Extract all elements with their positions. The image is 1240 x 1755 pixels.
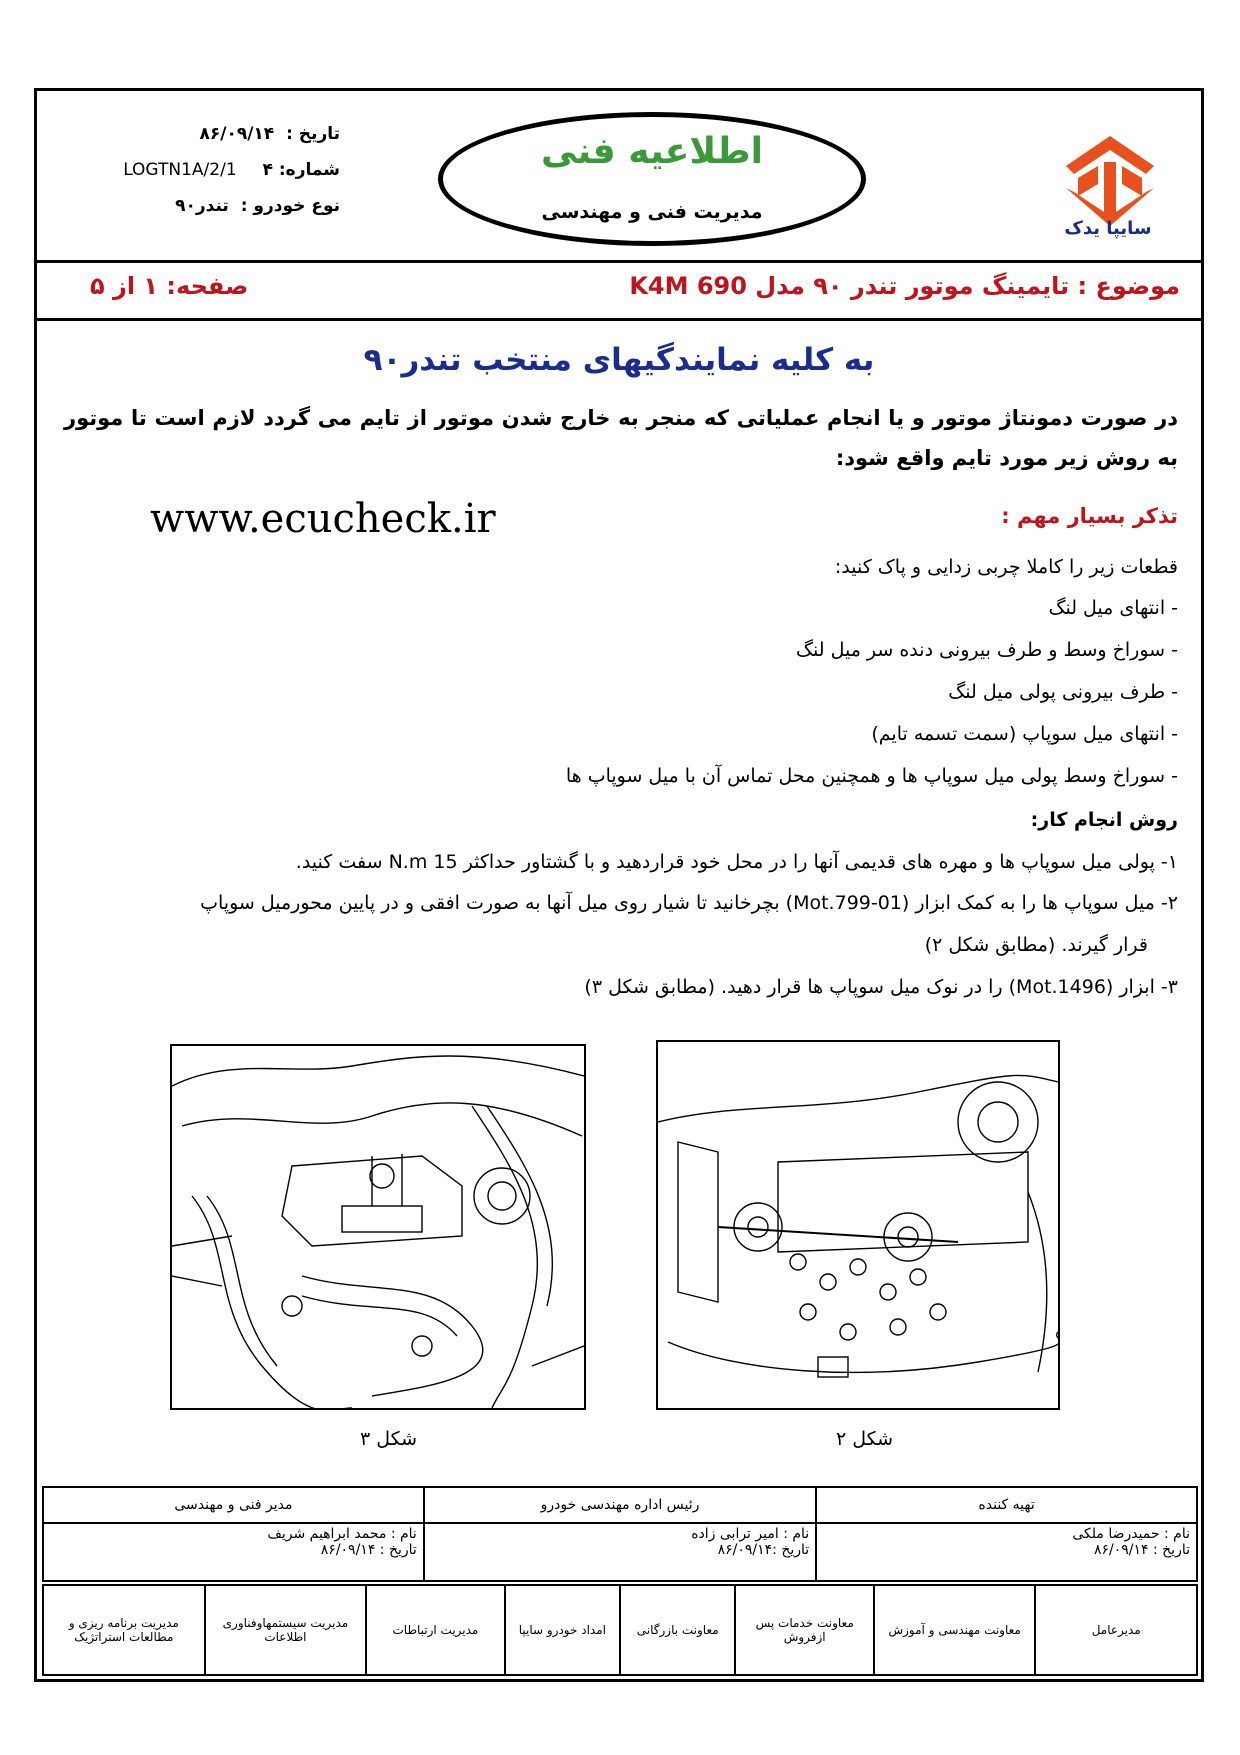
distribution-cell: مدیریت ارتباطات: [366, 1585, 504, 1675]
signature-col-title: رئیس اداره مهندسی خودرو: [424, 1487, 816, 1523]
degrease-item: - طرف بیرونی پولی میل لنگ: [948, 681, 1178, 703]
distribution-cell: مدیریت برنامه ریزی و مطالعات استراتژیک: [43, 1585, 205, 1675]
engine-illustration-3: [172, 1046, 584, 1408]
number-value: LOGTN1A/2/1: [123, 160, 237, 180]
intro-paragraph: در صورت دمونتاژ موتور و یا انجام عملیاتی که منجر به خارج شدن موتور از تایم می گردد لازم است تا موتور به روش زیر مورد تایم واقع شود:: [64, 406, 1178, 470]
vehicle-label: نوع خودرو :: [240, 196, 340, 216]
step-3: ۳- ابزار (Mot.1496) را در نوک میل سوپاپ ها قرار دهید. (مطابق شکل ۳): [584, 976, 1178, 998]
step-2: ۲- میل سوپاپ ها را به کمک ابزار (Mot.799-01) بچرخانید تا شیار روی میل آنها به صورت افقی و در پایین محورمیل سوپاپ: [200, 892, 1178, 914]
signer-date: تاریخ : ۸۶/۰۹/۱۴: [1093, 1542, 1190, 1558]
figure-3-image: [170, 1044, 586, 1410]
signature-col-title: مدیر فنی و مهندسی: [43, 1487, 424, 1523]
degrease-item: - سوراخ وسط و طرف بیرونی دنده سر میل لنگ: [796, 639, 1178, 661]
signer-name: نام : حمیدرضا ملکی: [1072, 1526, 1190, 1542]
logo-text: سایپا یدک: [1064, 218, 1152, 239]
website-watermark: www.ecucheck.ir: [150, 496, 496, 542]
date-field: [60, 124, 340, 144]
signature-cell: [424, 1523, 816, 1581]
signature-col-title: تهیه کننده: [816, 1487, 1197, 1523]
distribution-cell: معاونت خدمات پس ازفروش: [735, 1585, 873, 1675]
degrease-item: - سوراخ وسط پولی میل سوپاپ ها و همچنین محل تماس آن با میل سوپاپ ها: [565, 765, 1178, 787]
engine-illustration-2: [658, 1042, 1058, 1408]
number-label: شماره: ۴: [262, 160, 340, 180]
date-label: تاریخ :: [286, 124, 340, 144]
vehicle-field: [60, 196, 340, 216]
vehicle-value: تندر۹۰: [175, 196, 229, 216]
signer-date: تاریخ : ۸۶/۰۹/۱۴: [320, 1542, 417, 1558]
subject-line: موضوع : تایمینگ موتور تندر ۹۰ مدل K4M 690: [629, 272, 1180, 300]
distribution-cell: امداد خودرو سایپا: [505, 1585, 620, 1675]
distribution-cell: معاونت بازرگانی: [620, 1585, 735, 1675]
distribution-cell: معاونت مهندسی و آموزش: [874, 1585, 1036, 1675]
distribution-cell: مدیرعامل: [1035, 1585, 1197, 1675]
step-1: ۱- پولی میل سوپاپ ها و مهره های قدیمی آنها را در محل خود قراردهید و با گشتاور حداکثر 15 N.m سفت کنید.: [295, 851, 1178, 873]
distribution-cell: مدیریت سیستمهاوفناوری اطلاعات: [205, 1585, 367, 1675]
signatures-table: [42, 1486, 1198, 1582]
degrease-item: - انتهای میل لنگ: [1048, 597, 1178, 619]
figure-2-image: [656, 1040, 1060, 1410]
title-oval: [438, 112, 866, 246]
signature-cell: [816, 1523, 1197, 1581]
signer-date: تاریخ :۸۶/۰۹/۱۴: [717, 1542, 810, 1558]
page-info: صفحه: ۱ از ۵: [90, 272, 249, 300]
signer-name: نام : امیر ترابی زاده: [691, 1526, 810, 1542]
document-title: اطلاعیه فنی: [541, 131, 763, 172]
degrease-intro: قطعات زیر را کاملا چربی زدایی و پاک کنید:: [834, 556, 1178, 578]
distribution-table: [42, 1584, 1198, 1676]
signer-name: نام : محمد ابراهیم شریف: [267, 1526, 417, 1542]
degrease-item: - انتهای میل سوپاپ (سمت تسمه تایم): [871, 723, 1178, 745]
procedure-title: روش انجام کار:: [1030, 809, 1178, 831]
date-value: ۸۶/۰۹/۱۴: [199, 124, 275, 144]
step-2-cont: قرار گیرند. (مطابق شکل ۲): [924, 934, 1148, 956]
subject-divider: [34, 318, 1204, 321]
signature-cell: [43, 1523, 424, 1581]
document-frame: [34, 88, 1204, 1682]
note-title: تذکر بسیار مهم :: [1001, 504, 1178, 528]
main-heading: به کلیه نمایندگیهای منتخب تندر۹۰: [363, 342, 875, 378]
number-field: [60, 160, 340, 180]
figure-3-caption: شکل ۳: [360, 1428, 418, 1450]
department-name: مدیریت فنی و مهندسی: [541, 201, 763, 223]
figure-2-caption: شکل ۲: [836, 1428, 894, 1450]
header-divider: [34, 260, 1204, 263]
